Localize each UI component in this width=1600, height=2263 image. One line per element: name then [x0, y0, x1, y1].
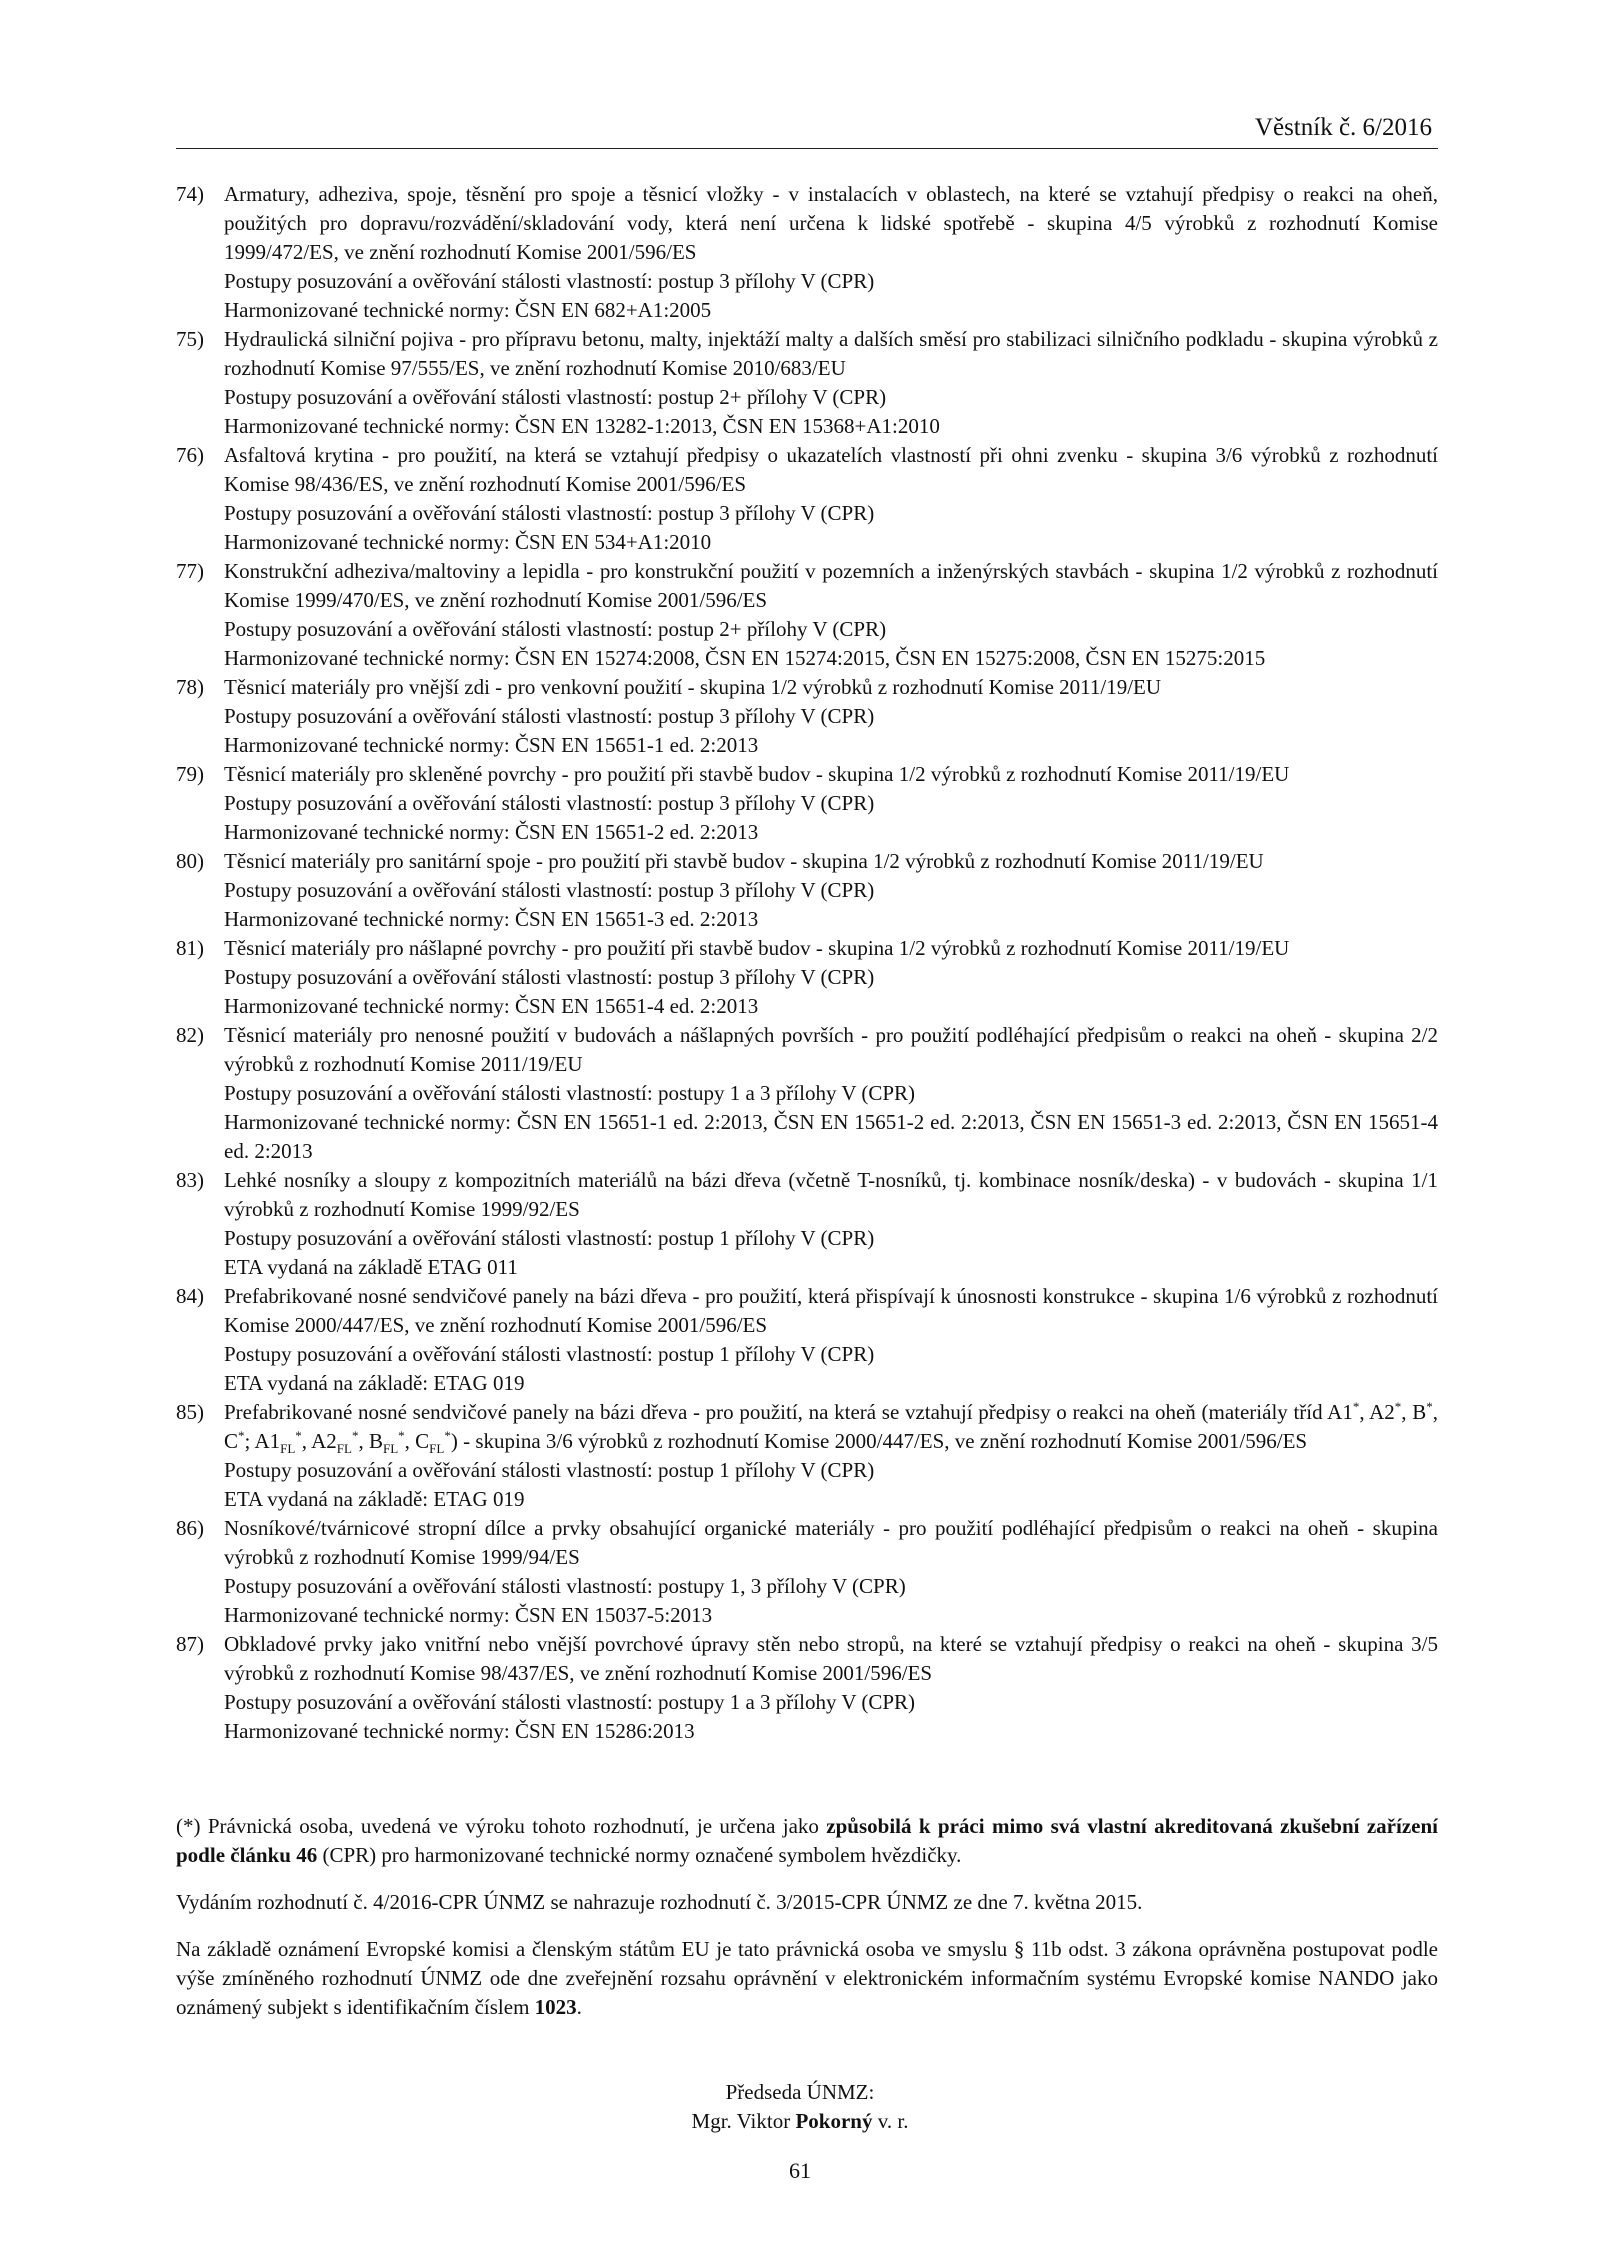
item-title: Asfaltová krytina - pro použití, na která se vztahují předpisy o ukazatelích vlastností při ohni zvenku - skupina 3/6 výrobků z rozhodnutí Komise 98/436/ES, ve znění rozhodnutí Komise 2001/596/ES — [224, 443, 1438, 496]
item-procedure: Postupy posuzování a ověřování stálosti vlastností: postupy 1 a 3 přílohy V (CPR) — [224, 1081, 916, 1105]
item-standard: Harmonizované technické normy: ČSN EN 15274:2008, ČSN EN 15274:2015, ČSN EN 15275:2008, ČSN EN 15275:2015 — [224, 646, 1266, 670]
list-item — [176, 180, 1438, 325]
item-standard: Harmonizované technické normy: ČSN EN 15651-4 ed. 2:2013 — [224, 994, 759, 1018]
item-standard: ETA vydaná na základě: ETAG 019 — [224, 1487, 525, 1511]
list-item — [176, 760, 1438, 847]
item-standard: ETA vydaná na základě ETAG 011 — [224, 1255, 518, 1279]
item-title: Prefabrikované nosné sendvičové panely na bázi dřeva - pro použití, na která se vztahují předpisy o reakci na oheň (materiály tříd A1*, A2*, B*, C*; $A1_{FL}^*$, $A2_{FL}^*$, $B_{FL}^*$, $C_{FL}^*$) - skupina 3/6 výrobků z rozhodnutí Komise 2000/447/ES, ve znění rozhodnutí Komise 2001/596/ES — [224, 1399, 1438, 1457]
item-title: Těsnicí materiály pro sanitární spoje - pro použití při stavbě budov - skupina 1/2 výrobků z rozhodnutí Komise 2011/19/EU — [224, 849, 1264, 873]
item-number: 79) — [176, 762, 204, 786]
list-item — [176, 673, 1438, 760]
item-standard: Harmonizované technické normy: ČSN EN 15286:2013 — [224, 1719, 695, 1743]
item-procedure: Postupy posuzování a ověřování stálosti vlastností: postup 3 přílohy V (CPR) — [224, 501, 875, 525]
item-list — [176, 180, 1438, 1746]
item-procedure: Postupy posuzování a ověřování stálosti vlastností: postupy 1 a 3 přílohy V (CPR) — [224, 1690, 916, 1714]
item-standard: Harmonizované technické normy: ČSN EN 15651-1 ed. 2:2013 — [224, 733, 759, 757]
item-procedure: Postupy posuzování a ověřování stálosti vlastností: postup 3 přílohy V (CPR) — [224, 965, 875, 989]
item-number: 86) — [176, 1516, 204, 1540]
page-number: 61 — [789, 2158, 811, 2183]
item-standard: ETA vydaná na základě: ETAG 019 — [224, 1371, 525, 1395]
item-standard: Harmonizované technické normy: ČSN EN 15651-3 ed. 2:2013 — [224, 907, 759, 931]
list-item — [176, 1630, 1438, 1746]
asterisk-note: (*) Právnická osoba, uvedená ve výroku tohoto rozhodnutí, je určena jako způsobilá k práci mimo svá vlastní akreditovaná zkušební zařízení podle článku 46 (CPR) pro harmonizované technické normy označené symbolem hvězdičky. — [176, 1814, 1438, 1867]
item-procedure: Postupy posuzování a ověřování stálosti vlastností: postup 2+ přílohy V (CPR) — [224, 385, 887, 409]
item-procedure: Postupy posuzování a ověřování stálosti vlastností: postup 2+ přílohy V (CPR) — [224, 617, 887, 641]
item-title: Těsnicí materiály pro skleněné povrchy - pro použití při stavbě budov - skupina 1/2 výrobků z rozhodnutí Komise 2011/19/EU — [224, 762, 1290, 786]
item-number: 77) — [176, 559, 204, 583]
item-title: Těsnicí materiály pro nenosné použití v budovách a nášlapných površích - pro použití podléhající předpisům o reakci na oheň - skupina 2/2 výrobků z rozhodnutí Komise 2011/19/EU — [224, 1023, 1438, 1076]
item-number: 80) — [176, 849, 204, 873]
notification-note: Na základě oznámení Evropské komisi a členským státům EU je tato právnická osoba ve smyslu § 11b odst. 3 zákona oprávněna postupovat podle výše zmíněného rozhodnutí ÚNMZ ode dne zveřejnění rozsahu oprávnění v elektronickém informačním systému Evropské komise NANDO jako oznámený subjekt s identifikačním číslem 1023. — [176, 1937, 1438, 2019]
item-title: Těsnicí materiály pro nášlapné povrchy - pro použití při stavbě budov - skupina 1/2 výrobků z rozhodnutí Komise 2011/19/EU — [224, 936, 1290, 960]
material-classes: A1*, A2*, B*, C*; $A1_{FL}^*$, $A2_{FL}^*$, $B_{FL}^*$, $C_{FL}^*$ — [224, 1399, 1438, 1457]
list-item — [176, 325, 1438, 441]
item-procedure: Postupy posuzování a ověřování stálosti vlastností: postup 1 přílohy V (CPR) — [224, 1226, 875, 1250]
item-procedure: Postupy posuzování a ověřování stálosti vlastností: postup 3 přílohy V (CPR) — [224, 269, 875, 293]
list-item — [176, 1514, 1438, 1630]
item-title: Armatury, adheziva, spoje, těsnění pro spoje a těsnicí vložky - v instalacích v oblastech, na které se vztahují předpisy o reakci na oheň, použitých pro dopravu/rozvádění/skladování vody, která není určena k lidské spotřebě - skupina 4/5 výrobků z rozhodnutí Komise 1999/472/ES, ve znění rozhodnutí Komise 2001/596/ES — [224, 182, 1438, 264]
list-item — [176, 934, 1438, 1021]
item-number: 74) — [176, 182, 204, 206]
list-item — [176, 1398, 1438, 1514]
journal-issue-title: Věstník č. 6/2016 — [1254, 114, 1432, 141]
list-item — [176, 1166, 1438, 1282]
item-standard: Harmonizované technické normy: ČSN EN 534+A1:2010 — [224, 530, 712, 554]
item-number: 75) — [176, 327, 204, 351]
item-number: 76) — [176, 443, 204, 467]
list-item — [176, 1021, 1438, 1166]
item-standard: Harmonizované technické normy: ČSN EN 13282-1:2013, ČSN EN 15368+A1:2010 — [224, 414, 940, 438]
item-procedure: Postupy posuzování a ověřování stálosti vlastností: postup 1 přílohy V (CPR) — [224, 1342, 875, 1366]
replacement-note: Vydáním rozhodnutí č. 4/2016-CPR ÚNMZ se nahrazuje rozhodnutí č. 3/2015-CPR ÚNMZ ze dne 7. května 2015. — [176, 1890, 1143, 1914]
item-title: Obkladové prvky jako vnitřní nebo vnější povrchové úpravy stěn nebo stropů, na které se vztahují předpisy o reakci na oheň - skupina 3/5 výrobků z rozhodnutí Komise 98/437/ES, ve znění rozhodnutí Komise 2001/596/ES — [224, 1632, 1438, 1685]
item-number: 83) — [176, 1168, 204, 1192]
item-number: 81) — [176, 936, 204, 960]
item-procedure: Postupy posuzování a ověřování stálosti vlastností: postupy 1, 3 přílohy V (CPR) — [224, 1574, 906, 1598]
item-number: 82) — [176, 1023, 204, 1047]
signature-block — [0, 2078, 1600, 2136]
item-standard: Harmonizované technické normy: ČSN EN 15651-1 ed. 2:2013, ČSN EN 15651-2 ed. 2:2013, ČSN EN 15651-3 ed. 2:2013, ČSN EN 15651-4 ed. 2:2013 — [224, 1110, 1438, 1163]
item-number: 87) — [176, 1632, 204, 1656]
item-number: 85) — [176, 1400, 204, 1424]
list-item — [176, 441, 1438, 557]
item-title: Nosníkové/tvárnicové stropní dílce a prvky obsahující organické materiály - pro použití podléhající předpisům o reakci na oheň - skupina výrobků z rozhodnutí Komise 1999/94/ES — [224, 1516, 1438, 1569]
item-title: Těsnicí materiály pro vnější zdi - pro venkovní použití - skupina 1/2 výrobků z rozhodnutí Komise 2011/19/EU — [224, 675, 1162, 699]
item-title: Lehké nosníky a sloupy z kompozitních materiálů na bázi dřeva (včetně T-nosníků, tj. kombinace nosník/deska) - v budovách - skupina 1/1 výrobků z rozhodnutí Komise 1999/92/ES — [224, 1168, 1438, 1221]
footnotes — [176, 1812, 1438, 2040]
list-item — [176, 1282, 1438, 1398]
item-standard: Harmonizované technické normy: ČSN EN 682+A1:2005 — [224, 298, 712, 322]
item-title: Hydraulická silniční pojiva - pro přípravu betonu, malty, injektáží malty a dalších směsí pro stabilizaci silničního podkladu - skupina výrobků z rozhodnutí Komise 97/555/ES, ve znění rozhodnutí Komise 2010/683/EU — [224, 327, 1438, 380]
item-procedure: Postupy posuzování a ověřování stálosti vlastností: postup 3 přílohy V (CPR) — [224, 878, 875, 902]
item-procedure: Postupy posuzování a ověřování stálosti vlastností: postup 3 přílohy V (CPR) — [224, 791, 875, 815]
item-number: 78) — [176, 675, 204, 699]
item-procedure: Postupy posuzování a ověřování stálosti vlastností: postup 1 přílohy V (CPR) — [224, 1458, 875, 1482]
item-standard: Harmonizované technické normy: ČSN EN 15037-5:2013 — [224, 1603, 713, 1627]
item-number: 84) — [176, 1284, 204, 1308]
list-item — [176, 557, 1438, 673]
list-item — [176, 847, 1438, 934]
item-title: Konstrukční adheziva/maltoviny a lepidla - pro konstrukční použití v pozemních a inženýrských stavbách - skupina 1/2 výrobků z rozhodnutí Komise 1999/470/ES, ve znění rozhodnutí Komise 2001/596/ES — [224, 559, 1438, 612]
signatory-name: Mgr. Viktor Pokorný v. r. — [691, 2109, 909, 2133]
item-title: Prefabrikované nosné sendvičové panely na bázi dřeva - pro použití, která přispívají k únosnosti konstrukce - skupina 1/6 výrobků z rozhodnutí Komise 2000/447/ES, ve znění rozhodnutí Komise 2001/596/ES — [224, 1284, 1438, 1337]
item-procedure: Postupy posuzování a ověřování stálosti vlastností: postup 3 přílohy V (CPR) — [224, 704, 875, 728]
signatory-role: Předseda ÚNMZ: — [725, 2080, 875, 2104]
item-standard: Harmonizované technické normy: ČSN EN 15651-2 ed. 2:2013 — [224, 820, 759, 844]
page-header — [176, 110, 1438, 149]
